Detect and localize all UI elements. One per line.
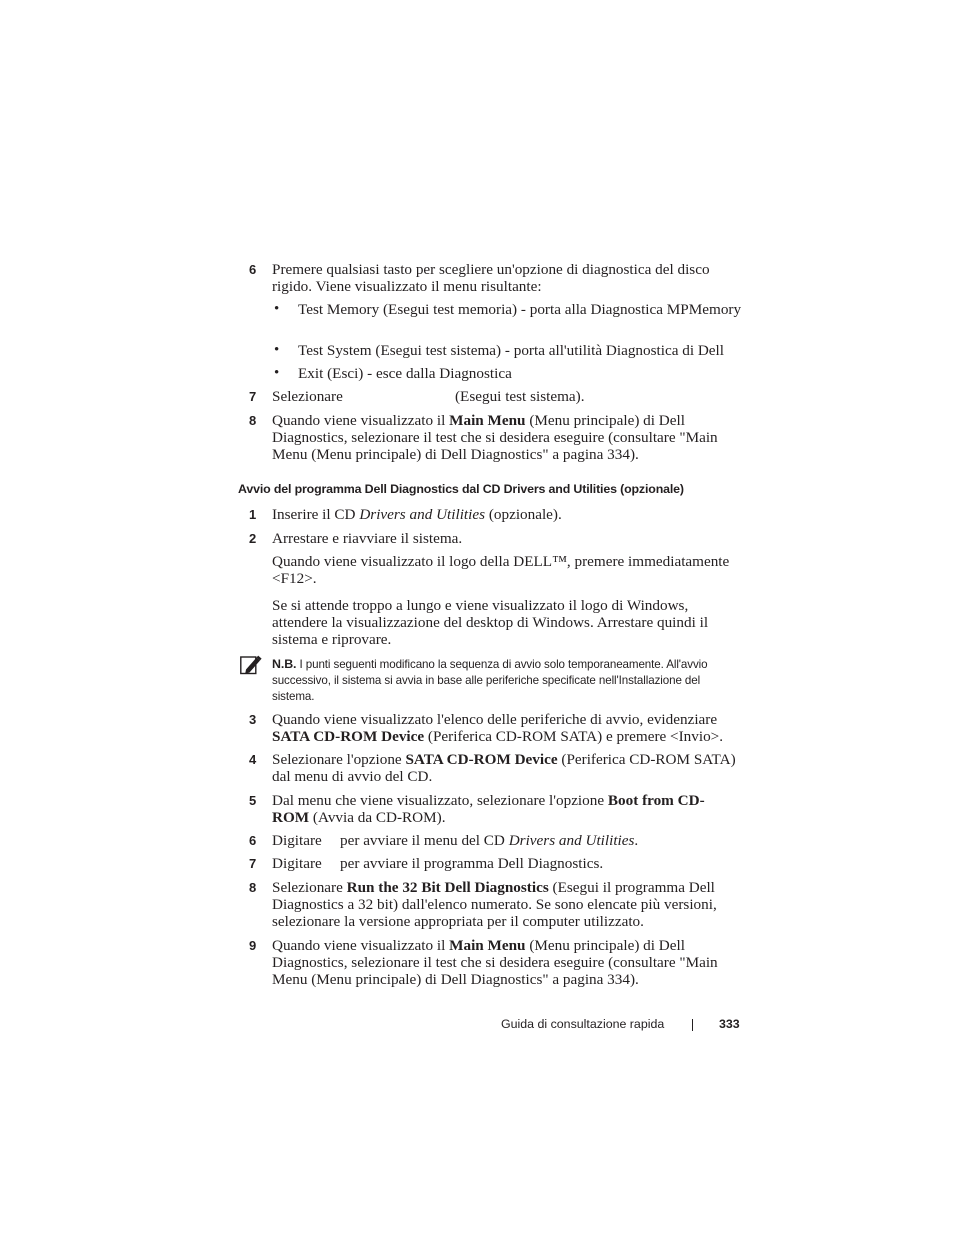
note-label: N.B. bbox=[272, 657, 297, 671]
step-text: Quando viene visualizzato il Main Menu (Menu principale) di Dell Diagnostics, selezionare il test che si desidera eseguire (consultare "Main Menu (Menu principale) di Dell Diagnostics" a pagina 334). bbox=[272, 937, 718, 989]
step-text: Digitare bbox=[272, 855, 322, 872]
step-number: 7 bbox=[249, 389, 257, 404]
step-number: 7 bbox=[249, 856, 257, 871]
step-text: Quando viene visualizzato l'elenco delle periferiche di avvio, evidenziare SATA CD-ROM Device (Periferica CD-ROM SATA) e premere <Invio>. bbox=[272, 711, 724, 746]
step-text: per avviare il programma Dell Diagnostics. bbox=[340, 855, 604, 872]
step-number: 8 bbox=[249, 413, 257, 428]
paragraph: Quando viene visualizzato il logo della DELL™, premere immediatamente <F12>. bbox=[272, 553, 730, 588]
step-number: 4 bbox=[249, 752, 257, 767]
note-text: N.B. I punti seguenti modificano la sequenza di avvio solo temporaneamente. All'avvio successivo, il sistema si avvia in base alle periferiche specificate nell'Installazione del sistema. bbox=[272, 657, 708, 704]
bullet-marker: • bbox=[274, 301, 280, 317]
step-text: Inserire il CD Drivers and Utilities (opzionale). bbox=[272, 506, 562, 523]
step-text: Dal menu che viene visualizzato, selezionare l'opzione Boot from CD-ROM (Avvia da CD-ROM). bbox=[272, 792, 705, 827]
step-number: 9 bbox=[249, 938, 257, 953]
bullet-text: Test Memory (Esegui test memoria) - porta alla Diagnostica MPMemory bbox=[298, 301, 742, 318]
step-text: Digitare bbox=[272, 832, 322, 849]
paragraph: Se si attende troppo a lungo e viene visualizzato il logo di Windows, attendere la visualizzazione del desktop di Windows. Arrestare quindi il sistema e riprovare. bbox=[272, 597, 709, 649]
section-heading: Avvio del programma Dell Diagnostics dal CD Drivers and Utilities (opzionale) bbox=[238, 482, 684, 496]
step-number: 6 bbox=[249, 833, 257, 848]
step-text: Arrestare e riavviare il sistema. bbox=[272, 530, 463, 547]
bullet-marker: • bbox=[274, 365, 280, 381]
step-text: Selezionare Run the 32 Bit Dell Diagnostics (Esegui il programma Dell Diagnostics a 32 bit) dall'elenco numerato. Se sono elencate più versioni, selezionare la versione appropriata per il computer utilizzato. bbox=[272, 879, 717, 931]
footer-separator bbox=[692, 1019, 693, 1031]
page-number: 333 bbox=[719, 1017, 740, 1031]
step-text: Quando viene visualizzato il Main Menu (Menu principale) di Dell Diagnostics, selezionare il test che si desidera eseguire (consultare "Main Menu (Menu principale) di Dell Diagnostics" a pagina 334). bbox=[272, 412, 718, 464]
pencil-note-icon bbox=[240, 655, 262, 675]
bullet-text: Test System (Esegui test sistema) - porta all'utilità Diagnostica di Dell bbox=[298, 342, 724, 359]
step-text: Selezionare l'opzione SATA CD-ROM Device (Periferica CD-ROM SATA) dal menu di avvio del CD. bbox=[272, 751, 736, 786]
step-text: Premere qualsiasi tasto per scegliere un'opzione di diagnostica del disco rigido. Viene visualizzato il menu risultante: bbox=[272, 261, 710, 296]
step-text: (Esegui test sistema). bbox=[455, 388, 585, 405]
step-number: 5 bbox=[249, 793, 257, 808]
step-number: 8 bbox=[249, 880, 257, 895]
step-number: 1 bbox=[249, 507, 257, 522]
bullet-marker: • bbox=[274, 342, 280, 358]
step-number: 6 bbox=[249, 262, 257, 277]
step-text: Selezionare bbox=[272, 388, 343, 405]
step-number: 2 bbox=[249, 531, 257, 546]
bullet-text: Exit (Esci) - esce dalla Diagnostica bbox=[298, 365, 512, 382]
step-number: 3 bbox=[249, 712, 257, 727]
step-text: per avviare il menu del CD Drivers and Utilities. bbox=[340, 832, 639, 849]
footer-title: Guida di consultazione rapida bbox=[501, 1017, 665, 1031]
